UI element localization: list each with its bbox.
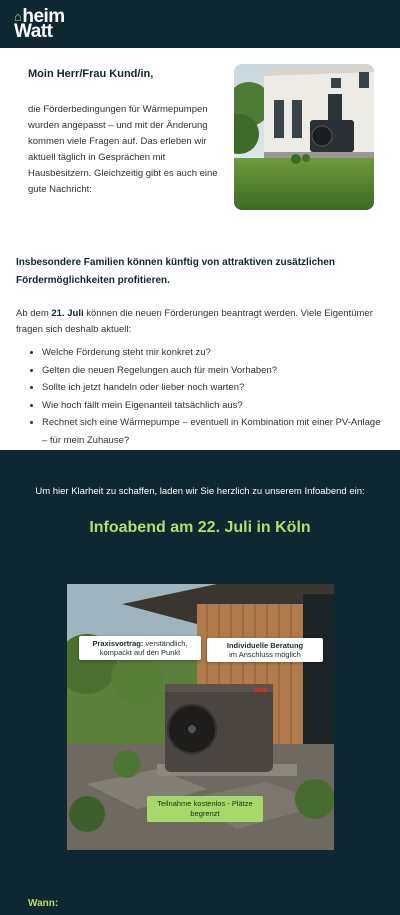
start-date: 21. Juli bbox=[51, 308, 84, 319]
content-section bbox=[0, 254, 400, 449]
list-item: • Sollte ich jetzt handeln oder lieber noch warten? bbox=[42, 379, 384, 397]
event-image bbox=[67, 584, 334, 850]
consulting-badge: Individuelle Beratung im Anschluss möglich bbox=[207, 638, 323, 662]
lecture-badge: Praxisvortrag: verständlich, kompackt auf den Punkt bbox=[79, 636, 201, 660]
event-title: Infoabend am 22. Juli in Köln bbox=[89, 519, 311, 536]
list-item: • Gelten die neuen Regelungen auch für mein Vorhaben? bbox=[42, 362, 384, 380]
free-participation-badge: Teilnahme kostenlos - Plätze begrenzt bbox=[147, 796, 263, 822]
intro-section bbox=[0, 48, 400, 234]
intro-paragraph: die Förderbedingungen für Wärmepumpen wurden angepasst – und mit der Änderung kommen viele Fragen auf. Das erleben wir aktuell täglich in Gesprächen mit Hausbesitzern. Gleichzeitig gibt es auch eine gute Nachricht: bbox=[28, 104, 218, 195]
funding-paragraph: Ab dem 21. Juli können die neuen Förderungen beantragt werden. Viele Eigentümer fragen sich deshalb aktuell: bbox=[16, 308, 373, 335]
house-heat-pump-image bbox=[234, 64, 374, 210]
when-label: Wann: bbox=[28, 898, 59, 909]
roof-icon: ⌂ bbox=[14, 9, 22, 24]
question-list bbox=[16, 344, 384, 449]
list-item: • Welche Förderung steht mir konkret zu? bbox=[42, 344, 384, 362]
greeting: Moin Herr/Frau Kund/in, bbox=[28, 68, 154, 80]
email-header bbox=[0, 0, 400, 48]
list-item: • Rechnet sich eine Wärmepumpe – eventuell in Kombination mit einer PV-Anlage – für mein Zuhause? bbox=[42, 414, 384, 449]
event-section bbox=[0, 450, 400, 915]
invite-text: Um hier Klarheit zu schaffen, laden wir Sie herzlich zu unserem Infoabend ein: bbox=[35, 486, 365, 497]
family-highlight: Insbesondere Familien können künftig von attraktiven zusätzlichen Fördermöglichkeiten profitieren. bbox=[16, 257, 335, 286]
heimwatt-logo[interactable]: ⌂ heim Watt bbox=[14, 6, 65, 42]
list-item: • Wie hoch fällt mein Eigenanteil tatsächlich aus? bbox=[42, 397, 384, 415]
